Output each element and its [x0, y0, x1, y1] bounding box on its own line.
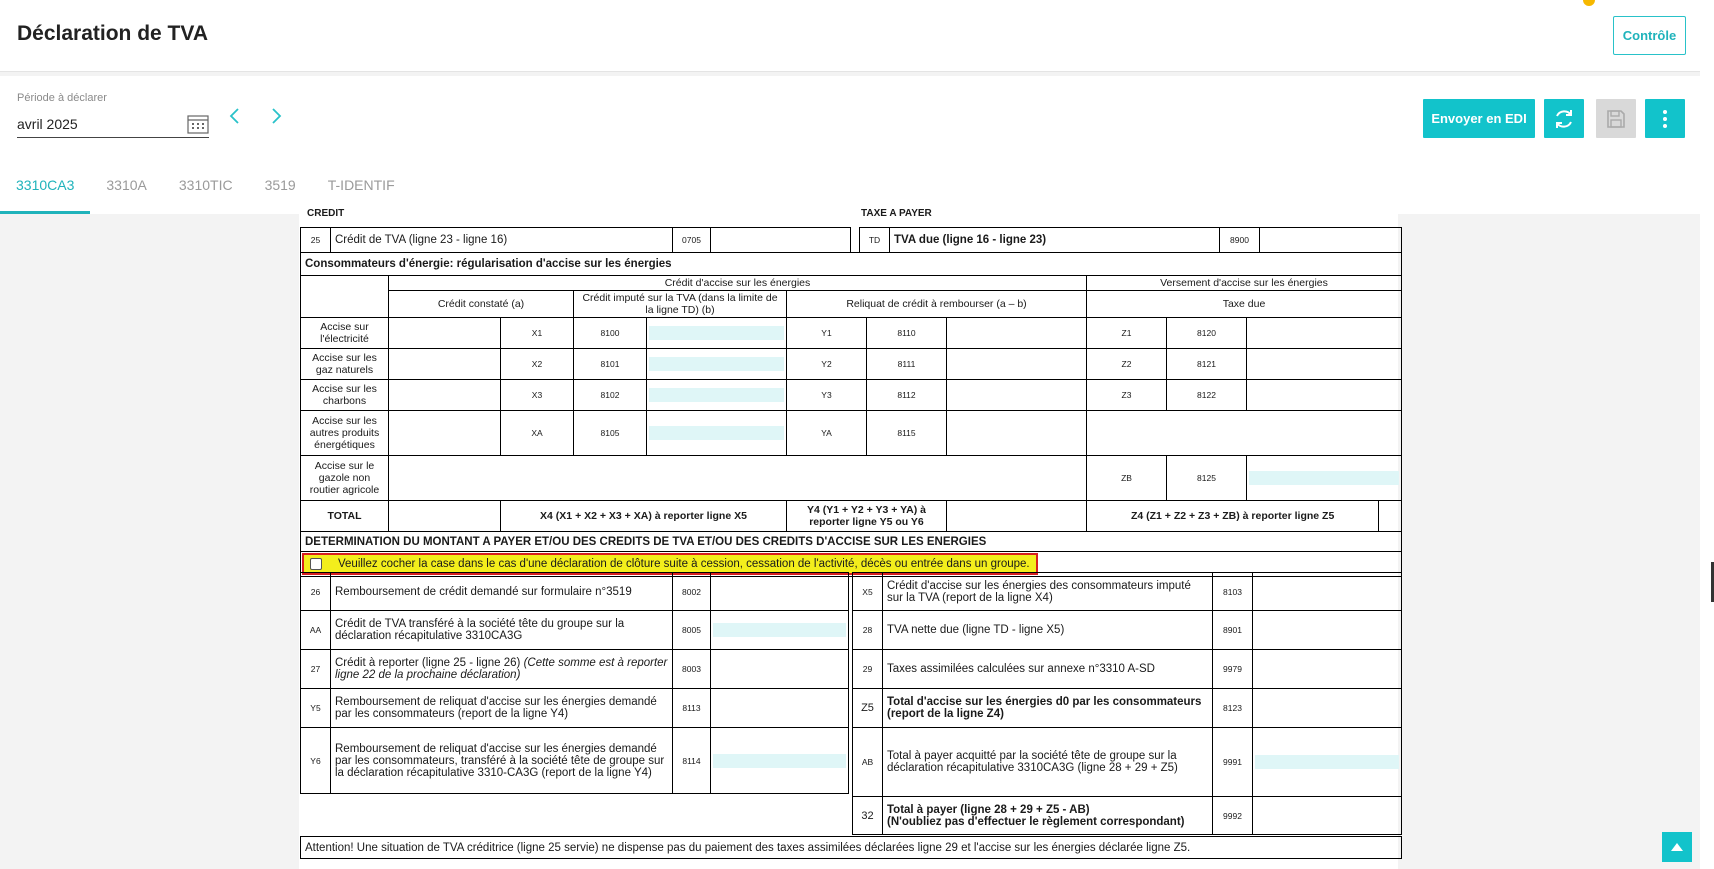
total-x4: X4 (X1 + X2 + X3 + XA) à reporter ligne X5 — [501, 501, 787, 532]
notification-dot — [1583, 0, 1595, 6]
row-code: 8900 — [1220, 228, 1260, 253]
determination-row: 29 Taxes assimilées calculées sur annexe n°3310 A-SD 9979 — [853, 650, 1402, 689]
determination-title: DETERMINATION DU MONTANT A PAYER ET/OU DES CREDITS DE TVA ET/OU DES CREDITS D'ACCISE SUR LES ENERGIES — [301, 532, 1402, 552]
refresh-icon — [1552, 107, 1576, 131]
determination-row: 26 Remboursement de crédit demandé sur formulaire n°3519 8002 — [301, 573, 849, 611]
input-8102[interactable] — [647, 380, 787, 411]
input-8103[interactable] — [1253, 573, 1402, 611]
tab-3519[interactable]: 3519 — [264, 177, 296, 193]
input-8005[interactable] — [711, 611, 849, 650]
taxe-header: TAXE A PAYER — [861, 208, 932, 219]
chevron-right-icon[interactable] — [266, 106, 286, 126]
save-button[interactable] — [1596, 99, 1636, 138]
determination-row: 27 Crédit à reporter (ligne 25 - ligne 26) (Cette somme est à reporter ligne 22 de la prochaine déclaration) 8003 — [301, 650, 849, 689]
scroll-top-button[interactable] — [1662, 832, 1692, 862]
tab-3310tic[interactable]: 3310TIC — [178, 177, 233, 193]
input-8125[interactable] — [1247, 456, 1402, 501]
input-8123[interactable] — [1253, 689, 1402, 728]
determination-row: 32 Total à payer (ligne 28 + 29 + Z5 - AB) (N'oubliez pas d'effectuer le règlement correspondant) 9992 — [853, 797, 1402, 835]
amount-input-8900[interactable] — [1260, 228, 1402, 253]
versement-header: Versement d'accise sur les énergies — [1087, 276, 1402, 291]
page-title: Déclaration de TVA — [17, 22, 208, 45]
calendar-icon[interactable] — [187, 114, 209, 134]
total-z4: Z4 (Z1 + Z2 + Z3 + ZB) à reporter ligne Z5 — [1087, 501, 1379, 532]
amount-input-0705[interactable] — [711, 228, 851, 253]
control-button[interactable]: Contrôle — [1613, 16, 1686, 55]
chevron-left-icon[interactable] — [225, 106, 245, 126]
input-8105[interactable] — [647, 411, 787, 456]
total-label: TOTAL — [301, 501, 389, 532]
tab-3310ca3[interactable]: 3310CA3 — [0, 160, 90, 214]
input-8901[interactable] — [1253, 611, 1402, 650]
input-8114[interactable] — [711, 728, 849, 794]
credit-header: CREDIT — [307, 208, 345, 219]
period-field[interactable] — [17, 112, 209, 138]
vat-form — [299, 208, 1398, 869]
input-8112[interactable] — [947, 380, 1087, 411]
determination-row: Y5 Remboursement de reliquat d'accise sur les énergies demandé par les consommateurs (report de la ligne Y4) 8113 — [301, 689, 849, 728]
credit-header: Crédit d'accise sur les énergies — [389, 276, 1087, 291]
row-num: 25 — [301, 228, 331, 253]
tabs — [0, 160, 411, 214]
input-constate[interactable] — [389, 380, 501, 411]
right-edge — [1700, 0, 1714, 869]
energy-row: Accise sur les charbons X3 8102 Y3 8112 Z3 8122 — [301, 380, 1402, 411]
total-y4: Y4 (Y1 + Y2 + Y3 + YA) à reporter ligne Y5 ou Y6 — [787, 501, 947, 532]
energy-row: Accise sur les gaz naturels X2 8101 Y2 8111 Z2 8121 — [301, 349, 1402, 380]
closure-checkbox-label: Veuillez cocher la case dans le cas d'une déclaration de clôture suite à cession, cessation de l'activité, décès ou entrée dans un groupe. — [338, 558, 1030, 570]
col-reliquat: Reliquat de crédit à rembourser (a – b) — [787, 291, 1087, 318]
energy-row-label: Accise sur les gaz naturels — [301, 349, 389, 380]
tab-3310a[interactable]: 3310A — [106, 177, 147, 193]
top-bar — [0, 0, 1700, 72]
energy-row-label: Accise sur l'électricité — [301, 318, 389, 349]
determination-right — [852, 572, 1402, 835]
total-row — [301, 501, 1402, 532]
determination-row: Y6 Remboursement de reliquat d'accise sur les énergies demandé par les consommateurs, transféré à la société tête de groupe sur la déclaration récapitulative 3310-CA3G (report de la ligne Y4) 8114 — [301, 728, 849, 794]
energy-row: Accise sur l'électricité X1 8100 Y1 8110 Z1 8120 — [301, 318, 1402, 349]
row-label: Crédit de TVA (ligne 23 - ligne 16) — [331, 228, 673, 253]
determination-row: AA Crédit de TVA transféré à la société tête du groupe sur la déclaration récapitulative 3310CA3G 8005 — [301, 611, 849, 650]
energy-row-label: Accise sur le gazole non routier agricole — [301, 456, 389, 501]
input-9991[interactable] — [1253, 728, 1402, 797]
attention-note: Attention! Une situation de TVA créditrice (ligne 25 servie) ne dispense pas du paiement des taxes assimilées déclarées ligne 29 et l'accise sur les énergies déclarée ligne Z5. — [301, 837, 1402, 859]
input-8111[interactable] — [947, 349, 1087, 380]
input-8120[interactable] — [1247, 318, 1402, 349]
input-8003[interactable] — [711, 650, 849, 689]
determination-row: X5 Crédit d'accise sur les énergies des consommateurs imputé sur la TVA (report de la ligne X4) 8103 — [853, 573, 1402, 611]
determination-row: Z5 Total d'accise sur les énergies d0 par les consommateurs (report de la ligne Z4) 8123 — [853, 689, 1402, 728]
row-label: TVA due (ligne 16 - ligne 23) — [890, 228, 1220, 253]
more-vert-icon — [1662, 109, 1668, 129]
energy-row-label: Accise sur les autres produits énergétiques — [301, 411, 389, 456]
input-constate[interactable] — [389, 349, 501, 380]
input-8121[interactable] — [1247, 349, 1402, 380]
refresh-button[interactable] — [1544, 99, 1584, 138]
col-impute: Crédit imputé sur la TVA (dans la limite de la ligne TD) (b) — [574, 291, 787, 318]
row-25-table — [300, 227, 1402, 253]
input-constate[interactable] — [389, 318, 501, 349]
input-8002[interactable] — [711, 573, 849, 611]
period-value: avril 2025 — [17, 116, 78, 132]
determination-left — [300, 572, 849, 794]
more-button[interactable] — [1645, 99, 1685, 138]
row-num: TD — [860, 228, 890, 253]
input-8100[interactable] — [647, 318, 787, 349]
determination-row: 28 TVA nette due (ligne TD - ligne X5) 8901 — [853, 611, 1402, 650]
closure-checkbox[interactable] — [310, 558, 322, 570]
determination-row: AB Total à payer acquitté par la société tête de groupe sur la déclaration récapitulative 3310CA3G (ligne 28 + 29 + Z5) 9991 — [853, 728, 1402, 797]
arrow-up-icon — [1670, 842, 1684, 852]
input-constate[interactable] — [389, 411, 501, 456]
energy-row-label: Accise sur les charbons — [301, 380, 389, 411]
save-icon — [1605, 108, 1627, 130]
input-8110[interactable] — [947, 318, 1087, 349]
input-8101[interactable] — [647, 349, 787, 380]
send-edi-button[interactable]: Envoyer en EDI — [1423, 99, 1535, 138]
input-9992[interactable] — [1253, 797, 1402, 835]
cut-header — [299, 208, 1398, 226]
energy-title: Consommateurs d'énergie: régularisation d'accise sur les énergies — [301, 253, 1402, 276]
gazole-row: Accise sur le gazole non routier agricole ZB 8125 — [301, 456, 1402, 501]
col-constate: Crédit constaté (a) — [389, 291, 574, 318]
input-8113[interactable] — [711, 689, 849, 728]
input-8115[interactable] — [947, 411, 1087, 456]
input-9979[interactable] — [1253, 650, 1402, 689]
period-label: Période à déclarer — [17, 92, 107, 104]
energy-row: Accise sur les autres produits énergétiques XA 8105 YA 8115 — [301, 411, 1402, 456]
tab-t-identif[interactable]: T-IDENTIF — [327, 177, 395, 193]
col-taxe: Taxe due — [1087, 291, 1402, 318]
input-8122[interactable] — [1247, 380, 1402, 411]
row-code: 0705 — [673, 228, 711, 253]
energy-table — [300, 252, 1402, 577]
attention-table — [300, 836, 1402, 859]
toolbar — [0, 76, 1700, 214]
